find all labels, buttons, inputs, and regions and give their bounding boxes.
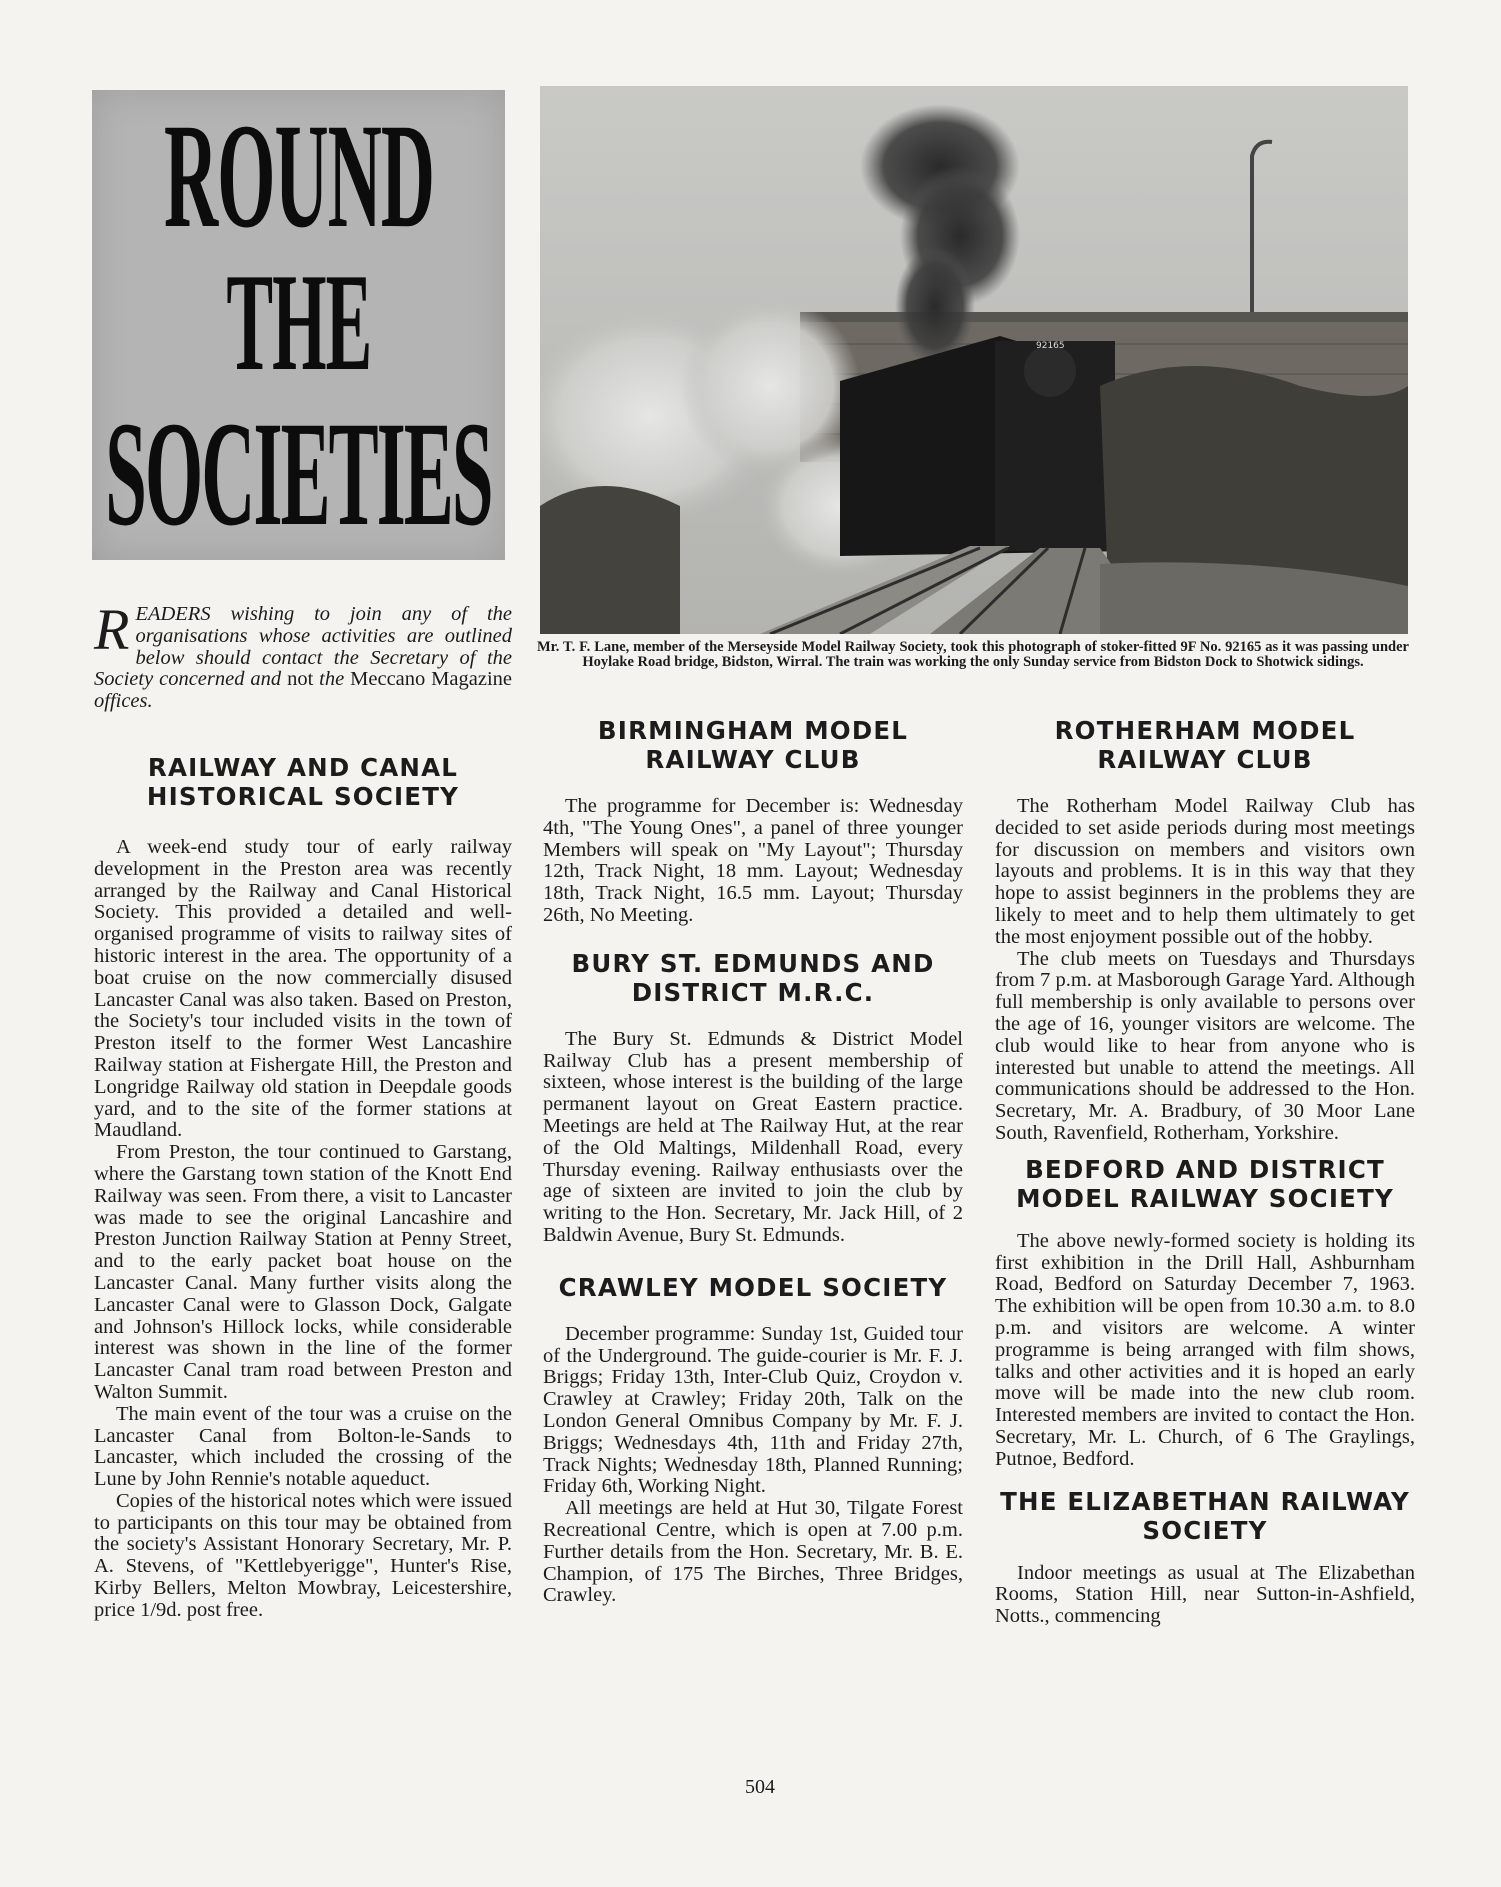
heading-birmingham: BIRMINGHAM MODEL RAILWAY CLUB <box>597 716 909 774</box>
article-paragraph: Indoor meetings as usual at The Elizabethan Rooms, Station Hill, near Sutton-in-Ashfield, Notts., commencing <box>995 1561 1415 1628</box>
heading-crawley: CRAWLEY MODEL SOCIETY <box>558 1272 948 1302</box>
article-paragraph: A week-end study tour of early railway development in the Preston area was recently arranged by the Railway and Canal Historical Society. This provided a detailed and well-organised programme of visits to railway sites of historic interest in the area. The opportunity of a boat cruise on the now commercially disused Lancaster Canal was also taken. Based on Preston, the Society's tour included visits in the town of Preston itself to the former West Lancashire Railway station at Fishergate Hill, the Preston and Longridge Railway old station in Deepdale goods yard, and to the site of the former stations at Maudland. <box>94 835 512 1142</box>
article-paragraph: The above newly-formed society is holding its first exhibition in the Drill Hall, Ashburnham Road, Bedford on Saturday December 7, 1963. The exhibition will be open from 10.30 a.m. to 8.0 p.m. and visitors are welcome. A winter programme is being arranged with film shows, talks and other activities and it is hoped an early move will be made into the new club room. Interested members are invited to contact the Hon. Secretary, Mr. L. Church, of 6 The Graylings, Putnoe, Bedford. <box>995 1229 1415 1470</box>
drop-cap: R <box>94 597 130 662</box>
intro-text-b: the <box>313 668 351 691</box>
heading-bedford: BEDFORD AND DISTRICT MODEL RAILWAY SOCIETY <box>1016 1154 1394 1213</box>
title-line-the: THE <box>226 245 371 400</box>
title-line-round: ROUND <box>163 93 434 259</box>
article-paragraph: All meetings are held at Hut 30, Tilgate Forest Recreational Centre, which is open at 7.00 p.m. Further details from the Hon. Secretary, Mr. B. E. Champion, of 175 The Birches, Three Bridges, Crawley. <box>543 1497 963 1607</box>
heading-bury: BURY ST. EDMUNDS AND DISTRICT M.R.C. <box>571 948 935 1007</box>
loco-number-plate: 92165 <box>1036 341 1065 351</box>
title-box <box>92 90 505 560</box>
intro-paragraph <box>94 597 512 713</box>
article-paragraph: The programme for December is: Wednesday 4th, "The Young Ones", a panel of three younger Members will speak on "My Layout"; Thursday 12th, Track Night, 18 mm. Layout; Wednesday 18th, Track Night, 16.5 mm. Layout; Thursday 26th, No Meeting. <box>543 795 963 926</box>
photo-caption: Mr. T. F. Lane, member of the Merseyside Model Railway Society, took this photograph of stoker-fitted 9F No. 92165 as it was passing under Hoylake Road bridge, Bidston, Wirral. The train was working the only Sunday service from Bidston Dock to Shotwick sidings. <box>537 639 1409 670</box>
intro-emphasis: not <box>287 668 314 691</box>
right-column <box>995 716 1415 1628</box>
article-paragraph: Copies of the historical notes which were issued to participants on this tour may be obtained from the society's Assistant Honorary Secretary, Mr. P. A. Stevens, of "Kettlebyerigge", Hunter's Rise, Kirby Bellers, Melton Mowbray, Leicestershire, price 1/9d. post free. <box>94 1489 512 1621</box>
left-column <box>94 597 512 1622</box>
article-paragraph: The club meets on Tuesdays and Thursdays from 7 p.m. at Masborough Garage Yard. Although full membership is only available to persons over the age of 16, younger visitors are welcome. The club would like to hear from anyone who is interested but unable to attend the meetings. All communications should be addressed to the Hon. Secretary, Mr. A. Bradbury, of 30 Moor Lane South, Ravenfield, Rotherham, Yorkshire. <box>995 947 1415 1144</box>
title-line-societies: SOCIETIES <box>105 391 492 557</box>
page-number: 504 <box>745 1776 775 1798</box>
heading-railway-canal: RAILWAY AND CANAL HISTORICAL SOCIETY <box>146 752 460 811</box>
article-paragraph: From Preston, the tour continued to Garstang, where the Garstang town station of the Knott End Railway was seen. From there, a visit to Lancaster was made to see the original Lancashire and Preston Junction Railway Station at Penny Street, and to the early packet boat house on the Lancaster Canal. Many further visits along the Lancaster Canal were to Glasson Dock, Galgate and Johnson's Hillock locks, while considerable interest was shown in the line of the former Lancaster Canal tram road between Preston and Walton Summit. <box>94 1141 512 1403</box>
locomotive-photo <box>540 86 1408 634</box>
intro-text-c: offices. <box>94 690 153 713</box>
heading-rotherham: ROTHERHAM MODEL RAILWAY CLUB <box>1054 716 1356 774</box>
article-paragraph: The Bury St. Edmunds & District Model Railway Club has a present membership of sixteen, whose interest is the building of the large permanent layout on Great Eastern practice. Meetings are held at The Railway Hut, at the rear of the Old Maltings, Mildenhall Road, every Thursday evening. Railway enthusiasts over the age of sixteen are invited to join the club by writing to the Hon. Secretary, Mr. Jack Hill, of 2 Baldwin Avenue, Bury St. Edmunds. <box>543 1027 963 1246</box>
article-paragraph: The main event of the tour was a cruise on the Lancaster Canal from Bolton-le-Sands to Lancaster, which included the crossing of the Lune by John Rennie's notable aqueduct. <box>94 1402 512 1491</box>
middle-column <box>543 716 963 1607</box>
intro-text: EADERS wishing to join any of the organisations whose activities are outlined below should contact the Secretary of the Society concerned and <box>94 603 512 691</box>
magazine-name: Meccano Magazine <box>350 668 512 691</box>
heading-elizabethan: THE ELIZABETHAN RAILWAY SOCIETY <box>1000 1486 1410 1545</box>
article-paragraph: The Rotherham Model Railway Club has decided to set aside periods during most meetings for discussion on members and visitors own layouts and problems. It is in this way that they hope to assist beginners in the problems they are likely to meet and to help them ultimately to get the most enjoyment possible out of the hobby. <box>995 795 1415 948</box>
article-paragraph: December programme: Sunday 1st, Guided tour of the Underground. The guide-courier is Mr. F. J. Briggs; Friday 13th, Inter-Club Quiz, Croydon v. Crawley at Crawley; Friday 20th, Talk on the London General Omnibus Company by Mr. F. J. Briggs; Wednesdays 4th, 11th and Friday 27th, Track Nights; Wednesday 18th, Planned Running; Friday 6th, Working Night. <box>543 1322 963 1498</box>
